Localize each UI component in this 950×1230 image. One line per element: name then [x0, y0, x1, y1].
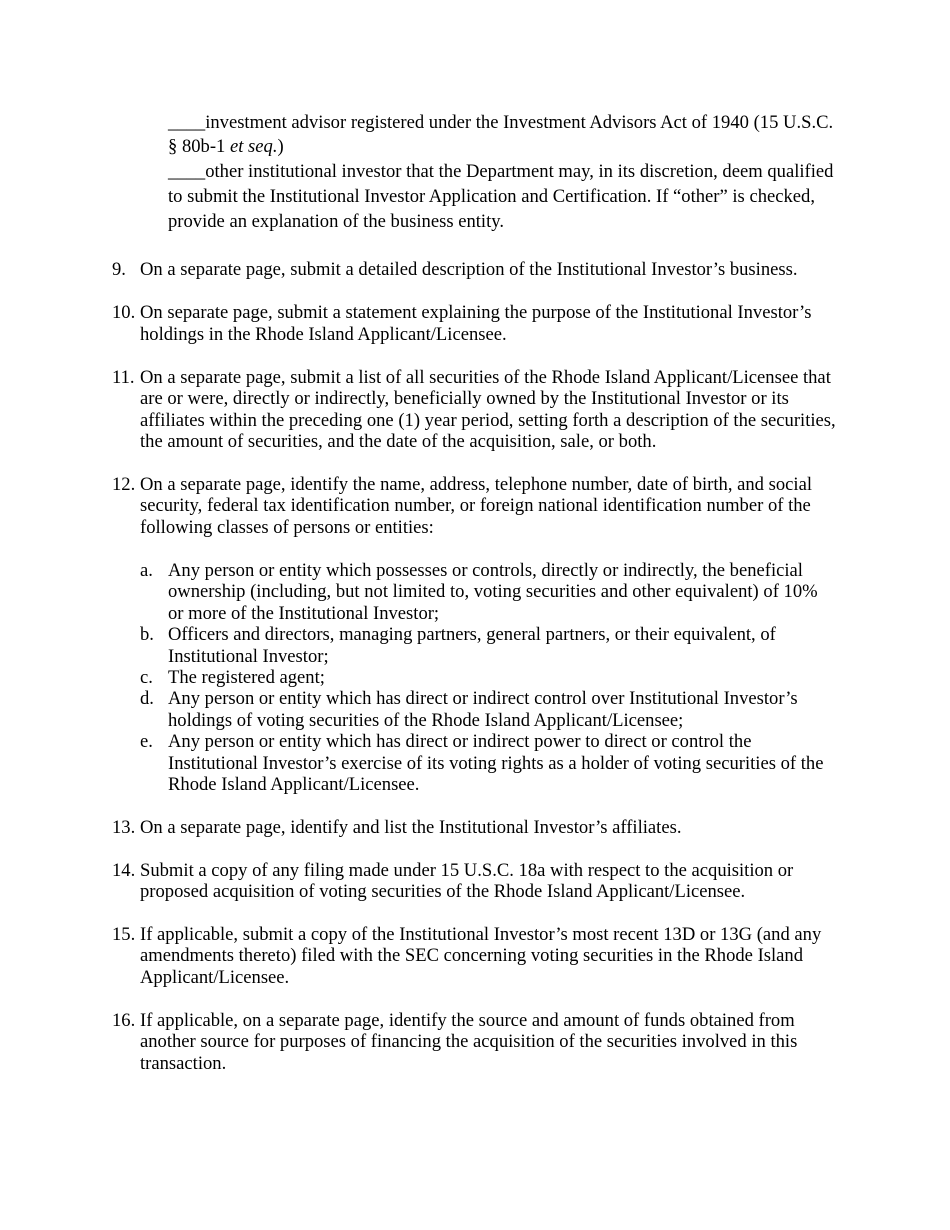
item-number: 9.: [112, 259, 126, 280]
option-line: § 80b-1 et seq.): [168, 136, 284, 157]
item-line: proposed acquisition of voting securities of the Rhode Island Applicant/Licensee.: [140, 881, 746, 902]
sub-item-line: Rhode Island Applicant/Licensee.: [168, 774, 420, 795]
sub-item-letter: c.: [140, 667, 153, 688]
item-number: 13.: [112, 817, 136, 838]
item-line: Applicant/Licensee.: [140, 967, 290, 988]
item-number: 10.: [112, 302, 136, 323]
sub-item-letter: a.: [140, 560, 153, 581]
sub-item-line: or more of the Institutional Investor;: [168, 603, 440, 624]
item-line: On a separate page, submit a detailed description of the Institutional Investor’s business.: [140, 259, 798, 280]
item-line: On a separate page, identify the name, address, telephone number, date of birth, and social: [140, 474, 812, 495]
sub-item-line: Any person or entity which has direct or indirect power to direct or control the: [168, 731, 752, 752]
sub-item-line: The registered agent;: [168, 667, 325, 688]
item-line: Submit a copy of any filing made under 15 U.S.C. 18a with respect to the acquisition or: [140, 860, 794, 881]
item-line: following classes of persons or entities:: [140, 517, 434, 538]
option-line: to submit the Institutional Investor Application and Certification. If “other” is checked,: [168, 186, 815, 207]
item-line: another source for purposes of financing the acquisition of the securities involved in this: [140, 1031, 798, 1052]
item-line: holdings in the Rhode Island Applicant/Licensee.: [140, 324, 507, 345]
item-number: 12.: [112, 474, 136, 495]
sub-item-line: ownership (including, but not limited to, voting securities and other equivalent) of 10%: [168, 581, 818, 602]
item-line: On a separate page, identify and list the Institutional Investor’s affiliates.: [140, 817, 682, 838]
sub-item-letter: d.: [140, 688, 154, 709]
item-number: 15.: [112, 924, 136, 945]
item-line: If applicable, submit a copy of the Institutional Investor’s most recent 13D or 13G (and any: [140, 924, 822, 945]
sub-item-line: holdings of voting securities of the Rhode Island Applicant/Licensee;: [168, 710, 684, 731]
checkbox-blank: ____: [168, 161, 206, 182]
item-line: On separate page, submit a statement explaining the purpose of the Institutional Investor’s: [140, 302, 812, 323]
sub-item-letter: b.: [140, 624, 154, 645]
item-line: On a separate page, submit a list of all securities of the Rhode Island Applicant/Licensee that: [140, 367, 831, 388]
item-number: 11.: [112, 367, 135, 388]
item-line: security, federal tax identification number, or foreign national identification number of the: [140, 495, 811, 516]
item-number: 14.: [112, 860, 136, 881]
item-number: 16.: [112, 1010, 136, 1031]
item-line: affiliates within the preceding one (1) year period, setting forth a description of the securities,: [140, 410, 836, 431]
item-line: If applicable, on a separate page, identify the source and amount of funds obtained from: [140, 1010, 795, 1031]
sub-item-line: Institutional Investor;: [168, 646, 329, 667]
option-line: ____investment advisor registered under the Investment Advisors Act of 1940 (15 U.S.C.: [168, 112, 834, 133]
sub-item-line: Any person or entity which has direct or indirect control over Institutional Investor’s: [168, 688, 798, 709]
sub-item-letter: e.: [140, 731, 153, 752]
sub-item-line: Any person or entity which possesses or controls, directly or indirectly, the beneficial: [168, 560, 803, 581]
item-line: transaction.: [140, 1053, 227, 1074]
item-line: the amount of securities, and the date of the acquisition, sale, or both.: [140, 431, 657, 452]
item-line: are or were, directly or indirectly, beneficially owned by the Institutional Investor or its: [140, 388, 789, 409]
sub-item-line: Institutional Investor’s exercise of its voting rights as a holder of voting securities of the: [168, 753, 824, 774]
checkbox-blank: ____: [168, 112, 206, 133]
option-line: provide an explanation of the business entity.: [168, 211, 504, 232]
item-line: amendments thereto) filed with the SEC concerning voting securities in the Rhode Island: [140, 945, 804, 966]
option-line: ____other institutional investor that the Department may, in its discretion, deem qualified: [168, 161, 834, 182]
sub-item-line: Officers and directors, managing partners, general partners, or their equivalent, of: [168, 624, 776, 645]
